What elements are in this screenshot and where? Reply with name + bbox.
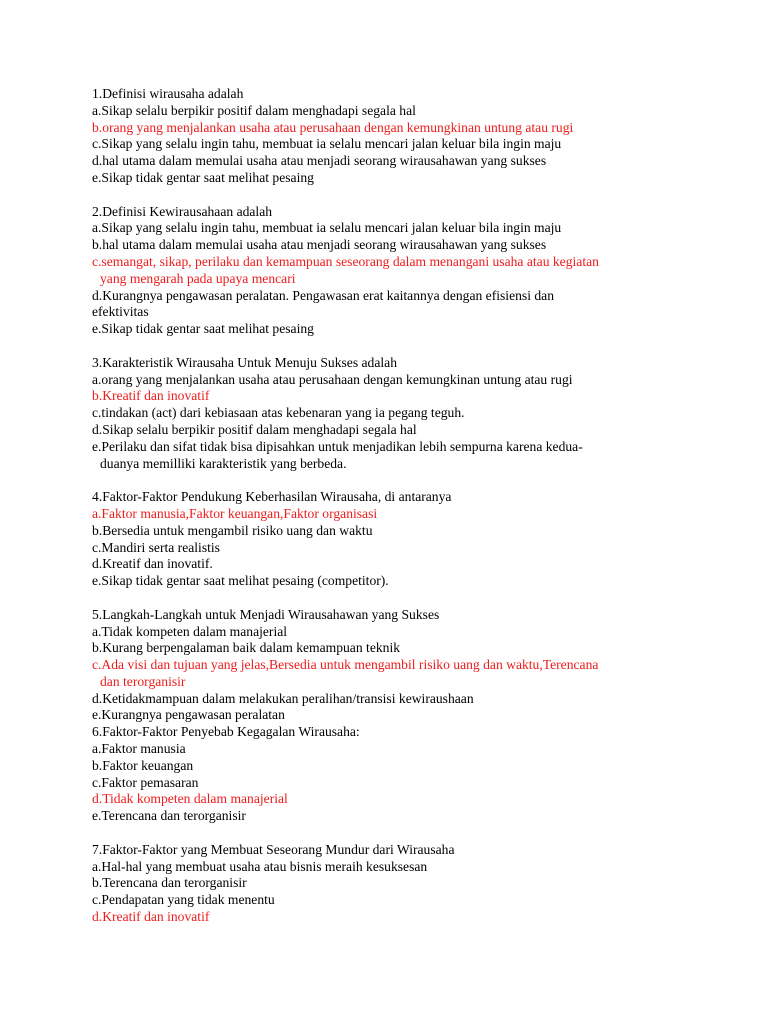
- option-e: e.Sikap tidak gentar saat melihat pesaing: [92, 169, 314, 185]
- question-5: [92, 607, 692, 725]
- option-c: c.Sikap yang selalu ingin tahu, membuat ia selalu mencari jalan keluar bila ingin maju: [92, 136, 562, 152]
- option-d: d.Kreatif dan inovatif.: [92, 556, 213, 572]
- document-page: [92, 86, 692, 943]
- question-7: [92, 842, 692, 926]
- option-d: d.hal utama dalam memulai usaha atau menjadi seorang wirausahawan yang sukses: [92, 153, 547, 169]
- option-c-answer: c.semangat, sikap, perilaku dan kemampuan seseorang dalam menangani usaha atau kegiatan: [92, 253, 599, 269]
- question-3: [92, 355, 692, 473]
- question-text: 1.Definisi wirausaha adalah: [92, 86, 244, 101]
- question-text: 4.Faktor-Faktor Pendukung Keberhasilan Wirausaha, di antaranya: [92, 489, 452, 505]
- option-d: d.Sikap selalu berpikir positif dalam menghadapi segala hal: [92, 421, 417, 437]
- question-1: [92, 86, 692, 187]
- option-b-answer: b.orang yang menjalankan usaha atau perusahaan dengan kemungkinan untung atau rugi: [92, 119, 574, 135]
- option-c-answer-continued: dan terorganisir: [100, 673, 186, 689]
- option-b: b.Terencana dan terorganisir: [92, 875, 247, 891]
- option-b-answer: b.Kreatif dan inovatif: [92, 388, 210, 404]
- option-a: a.Sikap selalu berpikir positif dalam menghadapi segala hal: [92, 102, 416, 118]
- option-c: c.Mandiri serta realistis: [92, 539, 220, 555]
- option-b: b.Bersedia untuk mengambil risiko uang dan waktu: [92, 522, 373, 538]
- option-c: c.tindakan (act) dari kebiasaan atas kebenaran yang ia pegang teguh.: [92, 405, 465, 421]
- question-2: [92, 204, 692, 338]
- option-a-answer: a.Faktor manusia,Faktor keuangan,Faktor organisasi: [92, 505, 378, 521]
- option-a: a.Sikap yang selalu ingin tahu, membuat ia selalu mencari jalan keluar bila ingin maju: [92, 220, 562, 236]
- question-text: 5.Langkah-Langkah untuk Menjadi Wirausahawan yang Sukses: [92, 606, 440, 622]
- option-d: d.Ketidakmampuan dalam melakukan peralihan/transisi kewiraushaan: [92, 690, 474, 706]
- option-a: a.orang yang menjalankan usaha atau perusahaan dengan kemungkinan untung atau rugi: [92, 371, 573, 387]
- question-6: [92, 724, 692, 825]
- option-a: a.Tidak kompeten dalam manajerial: [92, 623, 288, 639]
- option-b: b.Faktor keuangan: [92, 757, 194, 773]
- option-d: d.Kurangnya pengawasan peralatan. Pengawasan erat kaitannya dengan efisiensi dan: [92, 287, 555, 303]
- option-e: e.Kurangnya pengawasan peralatan: [92, 707, 285, 723]
- question-4: [92, 489, 692, 590]
- option-a: a.Faktor manusia: [92, 741, 186, 757]
- option-b: b.hal utama dalam memulai usaha atau menjadi seorang wirausahawan yang sukses: [92, 237, 547, 253]
- option-b: b.Kurang berpengalaman baik dalam kemampuan teknik: [92, 640, 401, 656]
- option-e: e.Terencana dan terorganisir: [92, 808, 246, 824]
- option-e: e.Perilaku dan sifat tidak bisa dipisahkan untuk menjadikan lebih sempurna karena kedua-: [92, 438, 583, 454]
- option-d-answer: d.Kreatif dan inovatif: [92, 909, 210, 925]
- question-text: 3.Karakteristik Wirausaha Untuk Menuju Sukses adalah: [92, 354, 397, 370]
- option-e-continued: duanya memilliki karakteristik yang berbeda.: [100, 455, 347, 471]
- option-a: a.Hal-hal yang membuat usaha atau bisnis meraih kesuksesan: [92, 858, 428, 874]
- question-text: 7.Faktor-Faktor yang Membuat Seseorang Mundur dari Wirausaha: [92, 841, 455, 857]
- option-d-continued: efektivitas: [92, 304, 149, 320]
- question-text: 6.Faktor-Faktor Penyebab Kegagalan Wirausaha:: [92, 724, 360, 740]
- option-d-answer: d.Tidak kompeten dalam manajerial: [92, 791, 288, 807]
- option-e: e.Sikap tidak gentar saat melihat pesaing (competitor).: [92, 573, 389, 589]
- option-c: c.Faktor pemasaran: [92, 774, 199, 790]
- option-c-answer: c.Ada visi dan tujuan yang jelas,Bersedia untuk mengambil risiko uang dan waktu,Terencana: [92, 657, 599, 673]
- question-text: 2.Definisi Kewirausahaan adalah: [92, 203, 273, 219]
- option-c-answer-continued: yang mengarah pada upaya mencari: [100, 270, 296, 286]
- option-e: e.Sikap tidak gentar saat melihat pesaing: [92, 321, 314, 337]
- option-c: c.Pendapatan yang tidak menentu: [92, 892, 275, 908]
